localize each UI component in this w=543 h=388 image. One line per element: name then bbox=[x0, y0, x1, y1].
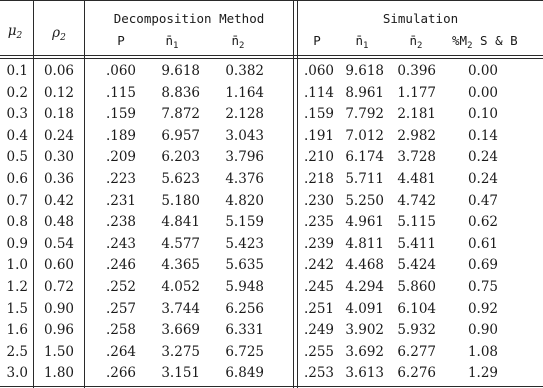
decomp-n1-cell: 9.618 bbox=[161, 63, 200, 79]
sim-p-cell: .255 bbox=[303, 343, 334, 360]
decomp-n1-cell: 3.744 bbox=[161, 300, 200, 317]
sim-p-header: P bbox=[313, 33, 321, 48]
rho2-cell: 0.30 bbox=[43, 149, 74, 166]
decomp-p-cell: .223 bbox=[105, 171, 136, 187]
decomp-n2-cell: 5.635 bbox=[225, 257, 264, 274]
rho2-cell: 1.50 bbox=[43, 343, 74, 360]
mu2-cell: 0.5 bbox=[6, 149, 28, 166]
sim-n2-cell: 4.481 bbox=[397, 171, 436, 187]
decomp-n1-cell: 4.052 bbox=[161, 279, 200, 295]
sim-m2-cell: 0.69 bbox=[467, 257, 498, 274]
rho2-cell: 0.06 bbox=[43, 63, 74, 79]
decomp-n2-cell: 2.128 bbox=[225, 106, 264, 123]
mu2-cell: 0.8 bbox=[6, 214, 28, 231]
rho2-cell: 0.24 bbox=[43, 127, 74, 144]
sim-p-cell: .249 bbox=[303, 322, 334, 339]
decomp-p-cell: .159 bbox=[105, 106, 136, 123]
mu2-cell: 0.9 bbox=[6, 235, 28, 252]
sim-n1-cell: 8.961 bbox=[345, 84, 384, 101]
sim-p-cell: .230 bbox=[303, 192, 334, 209]
header-bottom-rule-2 bbox=[0, 58, 543, 59]
decomp-n2-cell: 6.849 bbox=[225, 365, 264, 382]
sim-n1-cell: 7.012 bbox=[345, 127, 384, 144]
sim-n2-cell: 2.982 bbox=[397, 127, 436, 144]
decomp-n1-cell: 6.957 bbox=[161, 127, 200, 144]
sim-p-cell: .235 bbox=[303, 214, 334, 231]
decomp-n2-cell: 4.376 bbox=[225, 171, 264, 187]
sim-m2-cell: 0.14 bbox=[467, 127, 498, 144]
sim-n2-cell: 5.424 bbox=[397, 257, 436, 274]
decomp-p-cell: .266 bbox=[105, 365, 136, 382]
decomp-p-cell: .257 bbox=[105, 300, 136, 317]
decomp-n1-cell: 3.151 bbox=[161, 365, 200, 382]
decomp-n2-cell: 6.256 bbox=[225, 300, 264, 317]
sim-m2-cell: 0.00 bbox=[467, 63, 498, 79]
mu2-cell: 0.1 bbox=[6, 63, 28, 79]
rho2-cell: 0.54 bbox=[43, 235, 74, 252]
sim-p-cell: .060 bbox=[303, 63, 334, 79]
sim-n2-cell: 6.104 bbox=[397, 300, 436, 317]
sim-m2-cell: 0.75 bbox=[467, 279, 498, 295]
decomp-n2-cell: 5.423 bbox=[225, 235, 264, 252]
sim-n1-cell: 4.811 bbox=[345, 235, 384, 252]
sim-n1-cell: 3.692 bbox=[345, 343, 384, 360]
sim-m2-cell: 0.61 bbox=[467, 235, 498, 252]
sim-m2-cell: 0.00 bbox=[467, 84, 498, 101]
sim-n1-cell: 4.091 bbox=[345, 300, 384, 317]
sim-n1-cell: 4.294 bbox=[345, 279, 384, 295]
sim-m2-header: $\%M_2$ S & B bbox=[452, 33, 518, 51]
sim-m2-cell: 0.10 bbox=[467, 106, 498, 123]
decomp-n1-cell: 6.203 bbox=[161, 149, 200, 166]
sim-n2-cell: 5.932 bbox=[397, 322, 436, 339]
mu2-cell: 2.5 bbox=[6, 343, 28, 360]
sim-n1-cell: 4.961 bbox=[345, 214, 384, 231]
sim-n2-cell: 3.728 bbox=[397, 149, 436, 166]
rho2-cell: 0.42 bbox=[43, 192, 74, 209]
sim-p-cell: .239 bbox=[303, 235, 334, 252]
sim-p-cell: .253 bbox=[303, 365, 334, 382]
decomp-p-cell: .243 bbox=[105, 235, 136, 252]
sim-n1-header: $n̄_1$ bbox=[355, 33, 369, 51]
decomp-n2-cell: 0.382 bbox=[225, 63, 264, 79]
sim-n1-cell: 9.618 bbox=[345, 63, 384, 79]
sim-p-cell: .114 bbox=[303, 84, 334, 101]
decomp-p-cell: .189 bbox=[105, 127, 136, 144]
sim-n1-cell: 5.711 bbox=[345, 171, 384, 187]
decomp-p-cell: .060 bbox=[105, 63, 136, 79]
sim-n2-cell: 4.742 bbox=[397, 192, 436, 209]
table-bottom-rule bbox=[0, 386, 543, 387]
mu2-cell: 0.3 bbox=[6, 106, 28, 123]
decomposition-title: Decomposition Method bbox=[113, 11, 265, 26]
sim-n2-cell: 0.396 bbox=[397, 63, 436, 79]
mu2-cell: 3.0 bbox=[6, 365, 28, 382]
rho2-cell: 1.80 bbox=[43, 365, 74, 382]
decomp-n2-cell: 5.159 bbox=[225, 214, 264, 231]
mu2-cell: 1.5 bbox=[6, 300, 28, 317]
decomp-n2-cell: 3.043 bbox=[225, 127, 264, 144]
header-bottom-rule bbox=[0, 55, 543, 56]
rho2-cell: 0.12 bbox=[43, 84, 74, 101]
decomp-p-header: P bbox=[117, 33, 125, 48]
sim-n2-cell: 5.115 bbox=[397, 214, 436, 231]
sim-p-cell: .245 bbox=[303, 279, 334, 295]
sim-p-cell: .251 bbox=[303, 300, 334, 317]
decomp-p-cell: .209 bbox=[105, 149, 136, 166]
decomp-p-cell: .238 bbox=[105, 214, 136, 231]
decomp-n1-cell: 5.180 bbox=[161, 192, 200, 209]
sim-m2-cell: 0.62 bbox=[467, 214, 498, 231]
col-divider-rho-decomp bbox=[84, 0, 85, 388]
sim-m2-cell: 1.08 bbox=[467, 343, 498, 360]
sim-m2-cell: 0.24 bbox=[467, 171, 498, 187]
decomp-n2-cell: 3.796 bbox=[225, 149, 264, 166]
sim-n2-cell: 2.181 bbox=[397, 106, 436, 123]
mu2-cell: 0.6 bbox=[6, 171, 28, 187]
decomp-n2-cell: 1.164 bbox=[225, 84, 264, 101]
rho2-cell: 0.36 bbox=[43, 171, 74, 187]
decomp-n1-cell: 4.365 bbox=[161, 257, 200, 274]
sim-n1-cell: 3.613 bbox=[345, 365, 384, 382]
mu2-cell: 0.4 bbox=[6, 127, 28, 144]
sim-n2-cell: 5.860 bbox=[397, 279, 436, 295]
rho2-cell: 0.48 bbox=[43, 214, 74, 231]
rho2-cell: 0.72 bbox=[43, 279, 74, 295]
decomp-n1-cell: 8.836 bbox=[161, 84, 200, 101]
rho2-cell: 0.90 bbox=[43, 300, 74, 317]
decomp-n2-cell: 5.948 bbox=[225, 279, 264, 295]
mu2-cell: 0.2 bbox=[6, 84, 28, 101]
sim-p-cell: .210 bbox=[303, 149, 334, 166]
decomp-n2-cell: 6.331 bbox=[225, 322, 264, 339]
sim-n2-cell: 1.177 bbox=[397, 84, 436, 101]
sim-m2-cell: 0.90 bbox=[467, 322, 498, 339]
rho2-cell: 0.96 bbox=[43, 322, 74, 339]
col-divider-mu-rho bbox=[33, 0, 34, 388]
sim-m2-cell: 0.47 bbox=[467, 192, 498, 209]
sim-n1-cell: 6.174 bbox=[345, 149, 384, 166]
decomp-n1-cell: 3.275 bbox=[161, 343, 200, 360]
decomp-n2-header: $n̄_2$ bbox=[231, 33, 245, 51]
sim-p-cell: .242 bbox=[303, 257, 334, 274]
simulation-title: Simulation bbox=[382, 11, 459, 26]
sim-p-cell: .218 bbox=[303, 171, 334, 187]
mu2-header: $\mu_2$ bbox=[7, 23, 23, 41]
decomp-p-cell: .258 bbox=[105, 322, 136, 339]
sim-p-cell: .159 bbox=[303, 106, 334, 123]
mu2-cell: 0.7 bbox=[6, 192, 28, 209]
sim-m2-cell: 1.29 bbox=[467, 365, 498, 382]
sim-n1-cell: 4.468 bbox=[345, 257, 384, 274]
sim-n1-cell: 5.250 bbox=[345, 192, 384, 209]
decomp-p-cell: .252 bbox=[105, 279, 136, 295]
decomp-n1-cell: 4.577 bbox=[161, 235, 200, 252]
sim-n1-cell: 3.902 bbox=[345, 322, 384, 339]
sim-n2-cell: 6.276 bbox=[397, 365, 436, 382]
decomp-n1-cell: 7.872 bbox=[161, 106, 200, 123]
decomp-p-cell: .264 bbox=[105, 343, 136, 360]
sim-n2-cell: 5.411 bbox=[397, 235, 436, 252]
rho2-cell: 0.60 bbox=[43, 257, 74, 274]
rho2-header: $\rho_2$ bbox=[52, 25, 66, 43]
sim-m2-cell: 0.24 bbox=[467, 149, 498, 166]
sim-n2-header: $n̄_2$ bbox=[409, 33, 423, 51]
sim-p-cell: .191 bbox=[303, 127, 334, 144]
mu2-cell: 1.6 bbox=[6, 322, 28, 339]
sim-n2-cell: 6.277 bbox=[397, 343, 436, 360]
mu2-cell: 1.0 bbox=[6, 257, 28, 274]
decomp-p-cell: .246 bbox=[105, 257, 136, 274]
decomp-p-cell: .115 bbox=[105, 84, 136, 101]
decomp-n1-cell: 4.841 bbox=[161, 214, 200, 231]
decomp-n2-cell: 4.820 bbox=[225, 192, 264, 209]
decomp-p-cell: .231 bbox=[105, 192, 136, 209]
decomp-n1-header: $n̄_1$ bbox=[165, 33, 179, 51]
mu2-cell: 1.2 bbox=[6, 279, 28, 295]
sim-n1-cell: 7.792 bbox=[345, 106, 384, 123]
decomp-n1-cell: 5.623 bbox=[161, 171, 200, 187]
decomp-n2-cell: 6.725 bbox=[225, 343, 264, 360]
decomp-n1-cell: 3.669 bbox=[161, 322, 200, 339]
header-top-rule bbox=[0, 0, 543, 1]
rho2-cell: 0.18 bbox=[43, 106, 74, 123]
sim-m2-cell: 0.92 bbox=[467, 300, 498, 317]
